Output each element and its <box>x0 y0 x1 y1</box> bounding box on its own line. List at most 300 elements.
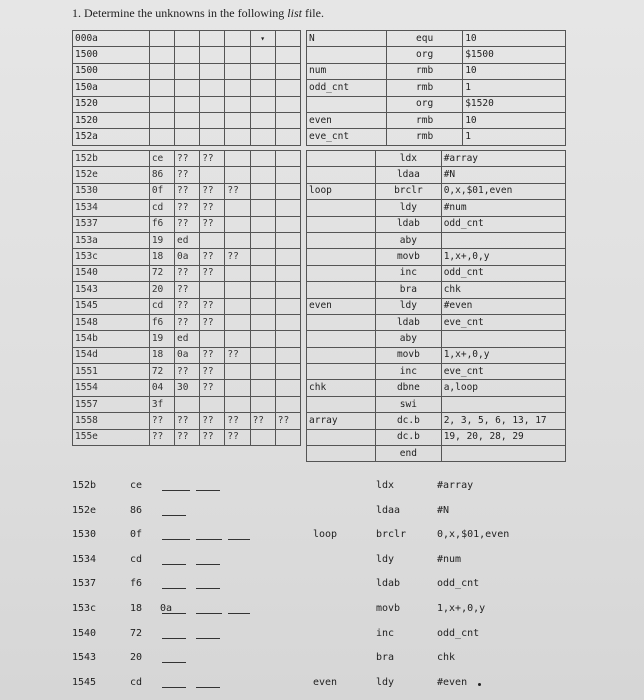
byte-cell: ?? <box>200 347 225 363</box>
address-cell: 1530 <box>73 183 150 199</box>
table-row <box>307 47 566 63</box>
byte-cell: 0f <box>149 183 174 199</box>
byte-cell: ?? <box>250 413 275 429</box>
mnemonic-cell: org <box>387 96 463 112</box>
byte-cell <box>250 396 275 412</box>
table-row <box>73 347 301 363</box>
blank-line <box>196 539 222 540</box>
byte-cell <box>250 80 275 96</box>
byte-cell: ce <box>149 151 174 167</box>
byte-cell <box>225 63 250 79</box>
mnemonic-cell: ldab <box>376 314 442 330</box>
mnemonic-cell: rmb <box>387 112 463 128</box>
address-cell: 1548 <box>73 314 150 330</box>
byte-cell <box>200 31 225 47</box>
mnemonic-cell: aby <box>376 331 442 347</box>
byte-cell: 19 <box>149 331 174 347</box>
byte-cell: 20 <box>149 282 174 298</box>
byte-cell <box>200 331 225 347</box>
address-cell: 1557 <box>73 396 150 412</box>
table-row <box>307 413 566 429</box>
blank-line <box>196 638 220 639</box>
byte-cell <box>225 314 250 330</box>
table-row <box>307 167 566 183</box>
byte-cell <box>275 249 300 265</box>
byte-cell <box>225 112 250 128</box>
mnemonic-cell: inc <box>376 265 442 281</box>
label-cell <box>307 396 376 412</box>
mnemonic-cell: dbne <box>376 380 442 396</box>
byte-cell <box>225 265 250 281</box>
address-cell: 1520 <box>73 96 150 112</box>
table-row <box>307 314 566 330</box>
list-item <box>0 673 644 695</box>
table-row <box>73 232 301 248</box>
mnemonic-cell: rmb <box>387 63 463 79</box>
address-cell: 152e <box>73 167 150 183</box>
address-cell: 154d <box>73 347 150 363</box>
mnemonic-cell: ldx <box>376 151 442 167</box>
byte-cell <box>225 282 250 298</box>
operand-cell: 10 <box>463 31 566 47</box>
list-item <box>0 550 644 572</box>
byte-cell <box>149 129 174 145</box>
label-cell <box>307 429 376 445</box>
byte-cell <box>250 364 275 380</box>
table-row <box>73 265 301 281</box>
question-text-emphasis: list <box>287 6 302 20</box>
byte-cell <box>275 314 300 330</box>
byte-cell <box>275 167 300 183</box>
label-cell: chk <box>307 380 376 396</box>
list-item <box>0 525 644 547</box>
operand-cell <box>441 396 565 412</box>
operand-cell: 1 <box>463 129 566 145</box>
byte-cell: ?? <box>175 183 200 199</box>
operand-cell: eve_cnt <box>441 314 565 330</box>
address-cell: 1537 <box>73 216 150 232</box>
byte-cell <box>275 298 300 314</box>
answer-op: 0,x,$01,even <box>437 529 510 541</box>
table-row <box>307 364 566 380</box>
table-row <box>307 396 566 412</box>
byte-cell: ?? <box>200 216 225 232</box>
label-cell <box>307 446 376 462</box>
byte-cell: 72 <box>149 265 174 281</box>
label-cell: even <box>307 298 376 314</box>
answer-b1: ce <box>130 480 143 491</box>
byte-cell <box>200 129 225 145</box>
blank-line <box>228 539 250 540</box>
byte-cell <box>225 151 250 167</box>
byte-cell <box>250 96 275 112</box>
table-row <box>307 96 566 112</box>
byte-cell: 19 <box>149 232 174 248</box>
mnemonic-cell: movb <box>376 347 442 363</box>
answer-mn: ldab <box>376 578 401 590</box>
blank-line <box>162 539 190 540</box>
mnemonic-cell: end <box>376 446 442 462</box>
blank-line <box>196 490 220 491</box>
machine-code-table <box>72 150 301 446</box>
byte-cell <box>250 380 275 396</box>
byte-cell <box>250 331 275 347</box>
table-row <box>73 80 301 96</box>
byte-cell <box>200 96 225 112</box>
list-item <box>0 501 644 523</box>
address-cell: 1543 <box>73 282 150 298</box>
table-row <box>73 364 301 380</box>
byte-cell <box>275 200 300 216</box>
table-row <box>73 112 301 128</box>
label-cell <box>307 167 376 183</box>
answer-label: loop <box>313 529 338 541</box>
mnemonic-cell: aby <box>376 232 442 248</box>
answer-op: chk <box>437 652 456 664</box>
byte-cell <box>250 200 275 216</box>
label-cell: even <box>307 112 387 128</box>
byte-cell <box>275 364 300 380</box>
table-row <box>307 249 566 265</box>
operand-cell: #even <box>441 298 565 314</box>
operand-cell <box>441 331 565 347</box>
answer-b1: 18 <box>130 603 143 614</box>
byte-cell <box>250 151 275 167</box>
byte-cell <box>149 80 174 96</box>
byte-cell <box>225 200 250 216</box>
mnemonic-cell: rmb <box>387 129 463 145</box>
byte-cell <box>175 31 200 47</box>
byte-cell <box>250 63 275 79</box>
mnemonic-cell: org <box>387 47 463 63</box>
byte-cell: ?? <box>175 314 200 330</box>
byte-cell <box>149 47 174 63</box>
answer-b1: 72 <box>130 627 143 639</box>
mnemonic-cell: ldaa <box>376 167 442 183</box>
answer-mn: ldy <box>376 553 395 565</box>
byte-cell <box>250 249 275 265</box>
byte-cell <box>275 47 300 63</box>
byte-cell <box>250 429 275 445</box>
byte-cell: 0a <box>175 347 200 363</box>
byte-cell <box>275 129 300 145</box>
byte-cell: 72 <box>149 364 174 380</box>
label-cell: num <box>307 63 387 79</box>
byte-cell <box>225 298 250 314</box>
mnemonic-cell: movb <box>376 249 442 265</box>
header-directive-table <box>306 30 566 146</box>
mnemonic-cell: inc <box>376 364 442 380</box>
byte-cell <box>275 347 300 363</box>
table-row <box>73 31 301 47</box>
table-row <box>73 429 301 445</box>
assembly-code-table <box>306 150 566 462</box>
byte-cell <box>175 80 200 96</box>
label-cell: array <box>307 413 376 429</box>
operand-cell: odd_cnt <box>441 216 565 232</box>
table-row <box>73 129 301 145</box>
byte-cell <box>250 129 275 145</box>
label-cell: odd_cnt <box>307 80 387 96</box>
question-title <box>72 6 324 21</box>
byte-cell <box>175 47 200 63</box>
label-cell <box>307 282 376 298</box>
byte-cell <box>149 96 174 112</box>
byte-cell <box>175 129 200 145</box>
byte-cell: ?? <box>200 314 225 330</box>
address-cell: 1534 <box>73 200 150 216</box>
blank-line <box>228 613 250 614</box>
address-cell: 1500 <box>73 63 150 79</box>
operand-cell: 0,x,$01,even <box>441 183 565 199</box>
blank-line <box>162 564 186 565</box>
byte-cell: cd <box>149 298 174 314</box>
table-row <box>307 446 566 462</box>
address-cell: 153c <box>73 249 150 265</box>
blank-line <box>196 588 220 589</box>
byte-cell: ?? <box>200 265 225 281</box>
answer-mn: ldy <box>376 676 395 688</box>
label-cell <box>307 47 387 63</box>
answer-b1: 20 <box>130 652 143 664</box>
blank-line <box>162 588 186 589</box>
byte-cell: 30 <box>175 380 200 396</box>
address-cell: 1540 <box>73 265 150 281</box>
table-row <box>307 183 566 199</box>
byte-cell: cd <box>149 200 174 216</box>
answer-label: even <box>313 676 338 688</box>
answer-b1: cd <box>130 553 143 565</box>
byte-cell: ?? <box>175 282 200 298</box>
address-cell: 155e <box>73 429 150 445</box>
byte-cell: ed <box>175 331 200 347</box>
table-row <box>73 282 301 298</box>
answer-b1: 0f <box>130 529 143 541</box>
byte-cell: ?? <box>225 413 250 429</box>
answer-op: odd_cnt <box>437 627 480 639</box>
byte-cell: 18 <box>149 249 174 265</box>
address-cell: 1551 <box>73 364 150 380</box>
byte-cell <box>225 96 250 112</box>
question-text-end: file. <box>304 6 324 20</box>
byte-cell <box>175 96 200 112</box>
blank-line <box>196 687 220 688</box>
byte-cell <box>275 96 300 112</box>
byte-cell <box>275 151 300 167</box>
table-row <box>73 314 301 330</box>
byte-cell <box>275 380 300 396</box>
answer-addr: 1540 <box>72 627 97 639</box>
operand-cell: 1 <box>463 80 566 96</box>
byte-cell <box>275 331 300 347</box>
byte-cell: ?? <box>200 200 225 216</box>
table-row <box>307 216 566 232</box>
byte-cell: ?? <box>175 151 200 167</box>
byte-cell: ?? <box>175 429 200 445</box>
byte-cell <box>250 183 275 199</box>
table-row <box>307 331 566 347</box>
operand-cell: odd_cnt <box>441 265 565 281</box>
table-row <box>307 200 566 216</box>
operand-cell <box>441 232 565 248</box>
byte-cell: ?? <box>175 413 200 429</box>
list-item <box>0 599 644 621</box>
mnemonic-cell: ldab <box>376 216 442 232</box>
answer-mn: inc <box>376 627 395 639</box>
blank-line <box>162 515 186 516</box>
label-cell <box>307 364 376 380</box>
table-row <box>307 298 566 314</box>
address-cell: 1500 <box>73 47 150 63</box>
table-row <box>307 380 566 396</box>
byte-cell <box>200 232 225 248</box>
label-cell <box>307 347 376 363</box>
operand-cell: 1,x+,0,y <box>441 249 565 265</box>
pen-dot <box>478 683 481 686</box>
table-row <box>73 216 301 232</box>
byte-cell: ?? <box>225 249 250 265</box>
answer-op: #array <box>437 480 474 491</box>
byte-cell <box>149 63 174 79</box>
label-cell: N <box>307 31 387 47</box>
byte-cell: ?? <box>175 167 200 183</box>
table-row <box>73 331 301 347</box>
answer-addr: 153c <box>72 603 97 614</box>
operand-cell: 2, 3, 5, 6, 13, 17 <box>441 413 565 429</box>
byte-cell <box>225 80 250 96</box>
answer-addr: 1530 <box>72 529 97 541</box>
byte-cell: 18 <box>149 347 174 363</box>
mnemonic-cell: dc.b <box>376 413 442 429</box>
byte-cell: 3f <box>149 396 174 412</box>
table-row <box>307 112 566 128</box>
blank-line <box>162 613 186 614</box>
blank-line <box>162 638 186 639</box>
operand-cell: #num <box>441 200 565 216</box>
byte-cell <box>250 265 275 281</box>
label-cell <box>307 331 376 347</box>
byte-cell: ?? <box>200 364 225 380</box>
byte-cell: ?? <box>175 265 200 281</box>
mnemonic-cell: ldy <box>376 200 442 216</box>
list-item <box>0 476 644 498</box>
table-row <box>73 167 301 183</box>
answer-mn: brclr <box>376 529 407 541</box>
byte-cell <box>149 112 174 128</box>
byte-cell: ?? <box>149 413 174 429</box>
byte-cell <box>275 429 300 445</box>
byte-cell <box>175 112 200 128</box>
address-cell: 152a <box>73 129 150 145</box>
answer-mn: ldx <box>376 480 395 491</box>
byte-cell <box>175 63 200 79</box>
byte-cell <box>225 167 250 183</box>
list-item <box>0 574 644 596</box>
byte-cell <box>225 216 250 232</box>
byte-cell <box>250 216 275 232</box>
byte-cell: ?? <box>200 151 225 167</box>
table-row <box>73 47 301 63</box>
byte-cell <box>250 347 275 363</box>
byte-cell <box>225 47 250 63</box>
table-row <box>73 151 301 167</box>
byte-cell: ?? <box>200 413 225 429</box>
header-address-table <box>72 30 301 146</box>
answer-op: odd_cnt <box>437 578 480 590</box>
answer-op: #N <box>437 504 450 516</box>
address-cell: 153a <box>73 232 150 248</box>
answer-section <box>0 470 644 700</box>
byte-cell <box>275 63 300 79</box>
question-number: 1. <box>72 6 81 20</box>
byte-cell <box>275 232 300 248</box>
answer-op: 1,x+,0,y <box>437 603 486 614</box>
operand-cell: chk <box>441 282 565 298</box>
answer-addr: 1543 <box>72 652 97 664</box>
mnemonic-cell: rmb <box>387 80 463 96</box>
byte-cell <box>225 129 250 145</box>
label-cell <box>307 265 376 281</box>
byte-cell: ?? <box>175 216 200 232</box>
byte-cell: ?? <box>225 429 250 445</box>
label-cell <box>307 200 376 216</box>
operand-cell: 10 <box>463 112 566 128</box>
blank-line <box>196 564 220 565</box>
label-cell <box>307 216 376 232</box>
byte-cell <box>225 31 250 47</box>
byte-cell: ed <box>175 232 200 248</box>
byte-cell: f6 <box>149 314 174 330</box>
address-cell: 000a <box>73 31 150 47</box>
answer-b1: 86 <box>130 504 143 516</box>
byte-cell: ?? <box>149 429 174 445</box>
byte-cell <box>200 396 225 412</box>
answer-mn: movb <box>376 603 401 614</box>
list-item <box>0 648 644 670</box>
answer-op: #even <box>437 676 468 688</box>
label-cell <box>307 249 376 265</box>
byte-cell: ?? <box>175 200 200 216</box>
label-cell <box>307 314 376 330</box>
byte-cell <box>275 183 300 199</box>
byte-cell <box>225 331 250 347</box>
byte-cell <box>250 167 275 183</box>
byte-cell <box>175 396 200 412</box>
answer-mn: bra <box>376 652 395 664</box>
byte-cell <box>275 80 300 96</box>
table-row <box>307 429 566 445</box>
byte-cell: ?? <box>200 298 225 314</box>
table-row <box>73 249 301 265</box>
answer-addr: 1545 <box>72 676 97 688</box>
byte-cell: ?? <box>175 298 200 314</box>
operand-cell: #N <box>441 167 565 183</box>
operand-cell <box>441 446 565 462</box>
mnemonic-cell: ldy <box>376 298 442 314</box>
table-row <box>307 63 566 79</box>
mnemonic-cell: equ <box>387 31 463 47</box>
answer-b1: cd <box>130 676 143 688</box>
answer-mn: ldaa <box>376 504 401 516</box>
table-row <box>73 63 301 79</box>
byte-cell <box>275 112 300 128</box>
answer-b2: 0a <box>160 603 173 614</box>
table-row <box>307 282 566 298</box>
byte-cell <box>250 298 275 314</box>
blank-line <box>196 613 222 614</box>
byte-cell: 04 <box>149 380 174 396</box>
byte-cell <box>200 282 225 298</box>
